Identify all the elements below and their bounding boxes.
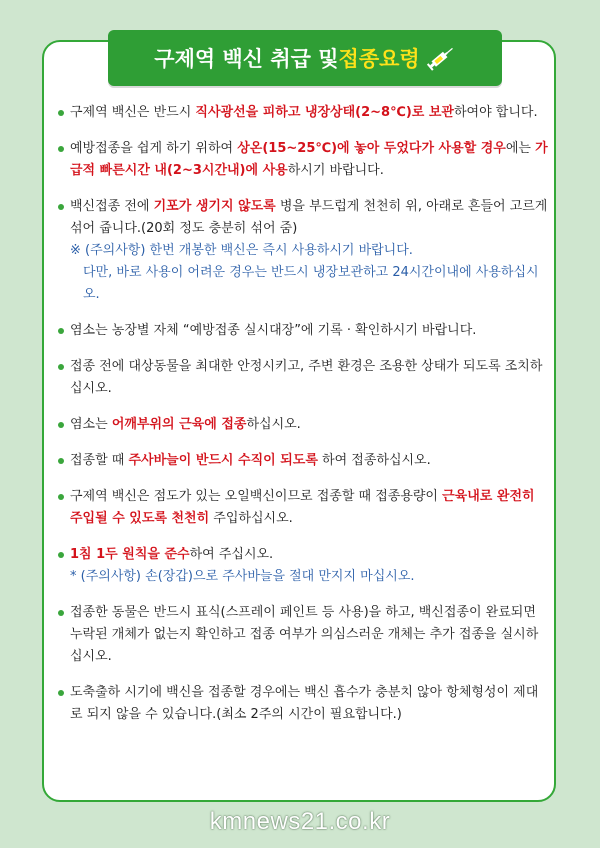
body-text: 접종 전에 대상동물을 최대한 안정시키고, 주변 환경은 조용한 상태가 되도록 조치하십시오. — [70, 359, 543, 396]
bullet-dot-icon — [58, 690, 64, 696]
caution-note: * (주의사항) 손(장갑)으로 주사바늘을 절대 만지지 마십시오. — [70, 569, 415, 584]
body-text: 병을 부드럽게 천천히 위, 아래로 흔들어 고르게 섞어 줍니다.(20회 정도 충분히 섞어 줌) — [70, 199, 548, 236]
instruction-list — [58, 102, 548, 740]
list-item — [58, 682, 548, 726]
body-text: 하시기 바랍니다. — [287, 163, 384, 178]
list-item — [58, 138, 548, 182]
list-item — [58, 196, 548, 306]
body-text: 염소는 — [70, 417, 112, 432]
item-text — [70, 486, 548, 530]
highlight-text: 어깨부위의 근육에 접종 — [111, 417, 247, 432]
highlight-text: 기포가 생기지 않도록 — [153, 199, 276, 214]
list-item — [58, 602, 548, 668]
body-text: 백신접종 전에 — [70, 199, 154, 214]
bullet-dot-icon — [58, 494, 64, 500]
body-text: 하여 주십시오. — [189, 547, 274, 562]
bullet-dot-icon — [58, 328, 64, 334]
caution-note: ※ (주의사항) 한번 개봉한 백신은 즉시 사용하시기 바랍니다. — [70, 243, 413, 258]
item-text — [70, 450, 548, 472]
item-text — [70, 602, 548, 668]
bullet-dot-icon — [58, 610, 64, 616]
body-text: 에는 — [505, 141, 536, 156]
list-item — [58, 320, 548, 342]
body-text: 구제역 백신은 반드시 — [70, 105, 196, 120]
bullet-dot-icon — [58, 458, 64, 464]
item-text — [70, 682, 548, 726]
list-item — [58, 486, 548, 530]
body-text: 접종한 동물은 반드시 표식(스프레이 페인트 등 사용)을 하고, 백신접종이 완료되면 누락된 개체가 없는지 확인하고 접종 여부가 의심스러운 개체는 추가 접종을 실시하십시오. — [70, 605, 539, 664]
body-text: 하여야 합니다. — [453, 105, 538, 120]
item-text — [70, 320, 548, 342]
title-main: 구제역 백신 취급 및 — [154, 47, 339, 71]
caution-note-detail: 다만, 바로 사용이 어려운 경우는 반드시 냉장보관하고 24시간이내에 사용하십시오. — [83, 265, 539, 302]
item-text — [70, 102, 548, 124]
list-item — [58, 544, 548, 588]
body-text: 염소는 농장별 자체 “예방접종 실시대장”에 기록 · 확인하시기 바랍니다. — [70, 323, 477, 338]
bullet-dot-icon — [58, 146, 64, 152]
highlight-text: 직사광선을 피하고 냉장상태(2~8℃)로 보관 — [195, 105, 454, 120]
bullet-dot-icon — [58, 552, 64, 558]
body-text: 구제역 백신은 점도가 있는 오일백신이므로 접종할 때 접종용량이 — [70, 489, 443, 504]
body-text: 도축출하 시기에 백신을 접종할 경우에는 백신 흡수가 충분치 않아 항체형성이 제대로 되지 않을 수 있습니다.(최소 2주의 시간이 필요합니다.) — [70, 685, 539, 722]
item-text — [70, 196, 548, 240]
site-watermark: kmnews21.co.kr — [209, 808, 391, 835]
body-text: 하십시오. — [246, 417, 301, 432]
highlight-text: 상온(15~25℃)에 놓아 두었다가 사용할 경우 — [237, 141, 506, 156]
body-text: 주입하십시오. — [209, 511, 293, 526]
item-text — [70, 414, 548, 436]
highlight-text: 1침 1두 원칙을 준수 — [70, 547, 190, 562]
highlight-text: 근육내로 완전히 주입될 수 있도록 천천히 — [70, 489, 535, 526]
body-text: 하여 접종하십시오. — [317, 453, 431, 468]
bullet-dot-icon — [58, 422, 64, 428]
highlight-text: 주사바늘이 반드시 수직이 되도록 — [128, 453, 318, 468]
body-text: 예방접종을 쉽게 하기 위하여 — [70, 141, 238, 156]
bullet-dot-icon — [58, 110, 64, 116]
bullet-dot-icon — [58, 364, 64, 370]
title-highlight: 접종요령 — [338, 47, 420, 71]
highlight-text: 가급적 빠른시간 내(2~3시간내)에 사용 — [70, 141, 548, 178]
list-item — [58, 450, 548, 472]
bullet-dot-icon — [58, 204, 64, 210]
title-banner — [108, 30, 502, 86]
item-text — [70, 356, 548, 400]
list-item — [58, 356, 548, 400]
item-text — [70, 138, 548, 182]
list-item — [58, 102, 548, 124]
item-text — [70, 544, 548, 566]
syringe-icon — [426, 45, 456, 71]
body-text: 접종할 때 — [70, 453, 129, 468]
list-item — [58, 414, 548, 436]
